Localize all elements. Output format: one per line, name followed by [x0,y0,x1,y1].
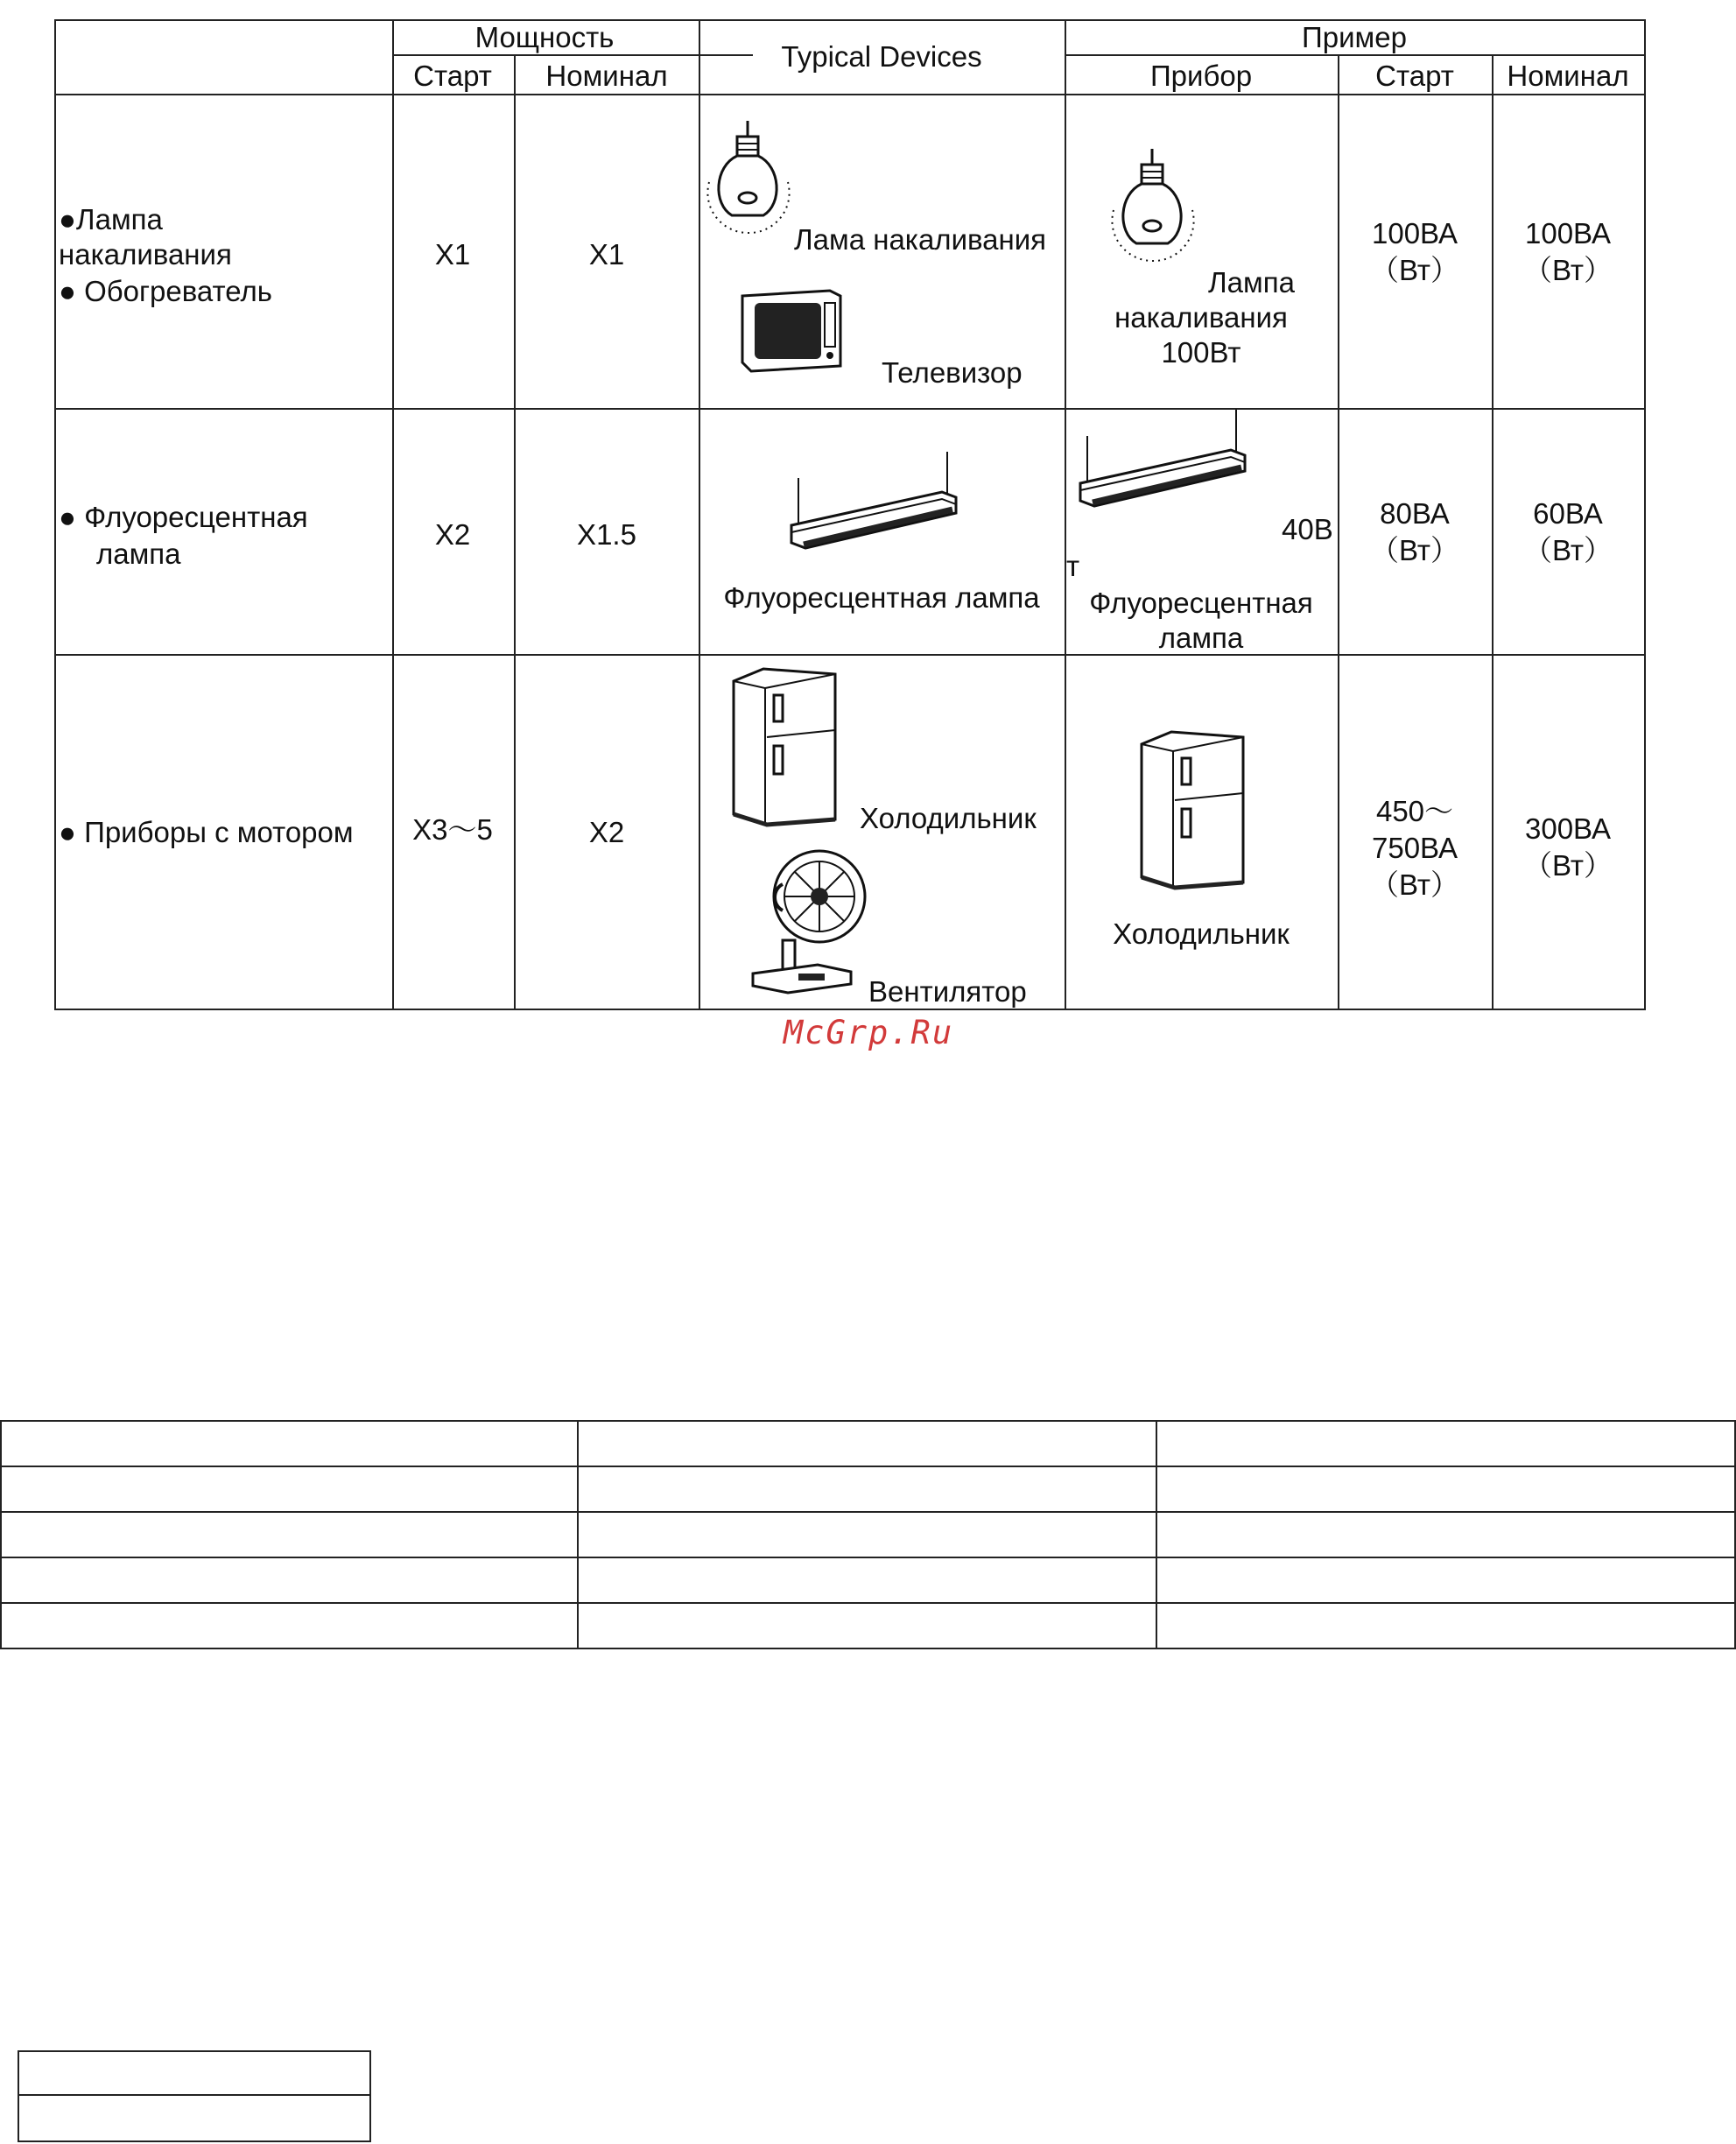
row3-start: X3～5 [412,813,493,846]
row1-example-start-line2: （Вт） [1369,254,1460,286]
row2-example-device-line2: т [1066,550,1080,582]
empty-box [18,2050,371,2142]
light-bulb-icon [706,121,793,243]
refrigerator-icon [728,665,842,827]
row2-example-device-line4: лампа [1158,622,1244,654]
row1-nominal: X1 [588,238,625,271]
television-icon [734,287,847,375]
header-typical-devices: Typical Devices [781,40,982,73]
row1-example-device-line2: накаливания [1114,301,1288,334]
row3-example-start-line1: 450～ [1375,795,1454,827]
header-example: Пример [1302,21,1407,53]
row3-typical-label2: Вентилятор [868,975,1027,1008]
row2-example-nominal-line2: （Вт） [1522,534,1613,566]
example-fluorescent-lamp-icon [1073,410,1248,515]
header-nominal: Номинал [545,60,668,92]
row3-nominal: X2 [588,816,625,848]
row3-typical-label1: Холодильник [860,802,1037,834]
row1-category-line3: ● Обогреватель [59,275,273,307]
row2-start: X2 [434,518,471,551]
row2-category-line2: лампа [96,538,181,570]
row2-category-line1: ● Флуоресцентная [59,501,308,533]
row2-example-nominal-line1: 60ВА [1533,497,1603,530]
device-power-table [54,19,1646,1010]
watermark-link[interactable]: McGrp.Ru [783,1014,954,1051]
row3-example-start-line2: 750ВА [1372,832,1458,864]
row1-typical-label2: Телевизор [882,356,1023,389]
fluorescent-lamp-icon [784,452,959,557]
example-refrigerator-icon [1136,728,1250,890]
fan-icon [748,846,879,996]
row1-example-device-line3: 100Вт [1161,336,1241,369]
row3-category-line1: ● Приборы с мотором [59,816,354,848]
row1-start: X1 [434,238,471,271]
row2-typical-label1: Флуоресцентная лампа [723,581,1040,614]
row2-example-device-line1: 40В [1282,513,1333,545]
header-start: Старт [413,60,492,92]
header-power: Мощность [474,21,615,53]
row3-example-nominal-line1: 300ВА [1525,812,1611,845]
row2-example-start-line2: （Вт） [1369,534,1460,566]
row3-example-nominal-line2: （Вт） [1522,849,1613,882]
row1-category-line2: накаливания [59,238,232,271]
header-device: Прибор [1149,60,1253,92]
row3-example-device-line1: Холодильник [1113,917,1290,950]
row1-example-nominal-line1: 100ВА [1525,217,1611,250]
row2-nominal: X1.5 [577,518,636,551]
header-example-nominal: Номинал [1507,60,1629,92]
empty-table [0,1420,1736,1649]
row2-example-device-line3: Флуоресцентная [1089,587,1313,619]
row1-category-line1: ●Лампа [59,203,163,235]
row1-example-start-line1: 100ВА [1372,217,1458,250]
header-example-start: Старт [1375,60,1454,92]
row1-example-nominal-line2: （Вт） [1522,254,1613,286]
row2-example-start-line1: 80ВА [1380,497,1450,530]
row3-example-start-line3: （Вт） [1369,868,1460,901]
example-light-bulb-icon [1110,149,1198,271]
row1-example-device-line1: Лампа [1208,266,1295,299]
row1-typical-label1: Лама накаливания [794,223,1047,256]
